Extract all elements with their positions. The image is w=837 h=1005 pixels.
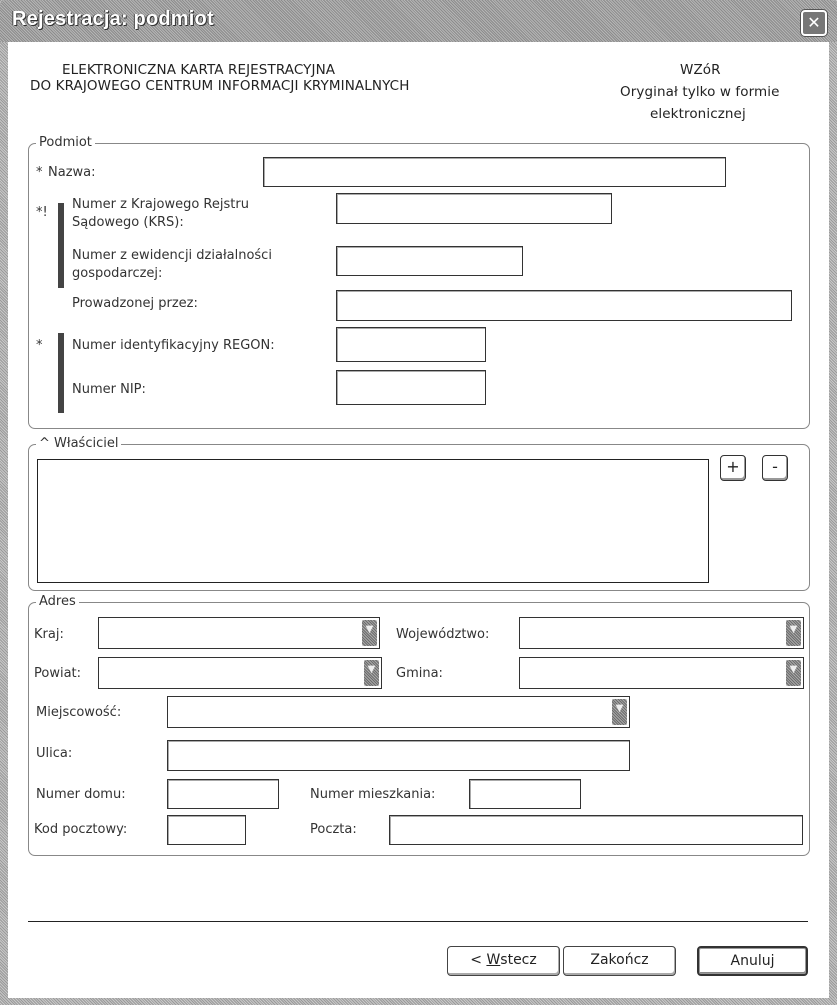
remove-owner-button[interactable]: - [762, 455, 788, 481]
nazwa-required-marker: * [36, 165, 43, 180]
footer-separator [28, 921, 808, 922]
regon-group-bar [58, 333, 64, 413]
gmina-label: Gmina: [396, 666, 443, 681]
powiat-select[interactable] [98, 657, 382, 689]
window-frame-bottom [0, 998, 837, 1005]
krs-group-bar [58, 203, 64, 288]
close-button[interactable] [801, 10, 827, 36]
finish-button[interactable]: Zakończ [563, 946, 676, 976]
add-owner-button[interactable]: + [720, 455, 746, 481]
kod-pocztowy-label: Kod pocztowy: [34, 822, 128, 837]
chevron-down-icon[interactable]: ▼ [364, 660, 379, 686]
back-button-rest: stecz [500, 952, 537, 968]
krs-group-marker: *! [36, 205, 48, 220]
powiat-label: Powiat: [34, 666, 82, 681]
header-original-note-2: elektronicznej [650, 106, 746, 122]
close-icon: ✕ [807, 13, 821, 32]
nip-label: Numer NIP: [72, 382, 146, 397]
numer-domu-label: Numer domu: [36, 787, 126, 802]
chevron-down-icon[interactable]: ▼ [786, 660, 801, 686]
ewidencja-label-1: Numer z ewidencji działalności [72, 248, 272, 263]
window-title: Rejestracja: podmiot [12, 8, 214, 30]
poczta-label: Poczta: [310, 822, 357, 837]
chevron-down-icon[interactable]: ▼ [786, 620, 801, 646]
poczta-input[interactable] [389, 815, 803, 845]
krs-label-1: Numer z Krajowego Rejstru [72, 197, 249, 212]
ewidencja-input[interactable] [336, 246, 523, 276]
prowadzonej-input[interactable] [336, 290, 792, 321]
chevron-down-icon[interactable]: ▼ [612, 699, 627, 725]
wlasciciel-legend: ^ Właściciel [36, 436, 121, 451]
regon-input[interactable] [336, 327, 486, 362]
ulica-label: Ulica: [36, 746, 73, 761]
wojewodztwo-select[interactable] [519, 617, 804, 649]
chevron-down-icon[interactable]: ▼ [362, 620, 377, 646]
prowadzonej-label: Prowadzonej przez: [72, 296, 198, 311]
title-bar[interactable] [0, 0, 837, 42]
kraj-label: Kraj: [34, 627, 64, 642]
wojewodztwo-label: Województwo: [396, 627, 490, 642]
cancel-button[interactable]: Anuluj [697, 946, 808, 976]
window-frame-left [0, 0, 8, 1005]
kraj-select[interactable] [98, 617, 380, 649]
krs-input[interactable] [336, 193, 612, 224]
podmiot-legend: Podmiot [36, 135, 95, 150]
miejscowosc-select[interactable] [167, 696, 630, 728]
nip-input[interactable] [336, 370, 486, 405]
nazwa-input[interactable] [263, 157, 726, 187]
gmina-select[interactable] [519, 657, 804, 689]
adres-legend: Adres [36, 594, 79, 609]
header-original-note-1: Oryginał tylko w formie [620, 84, 780, 100]
regon-label: Numer identyfikacyjny REGON: [72, 338, 275, 353]
header-title-line2: DO KRAJOWEGO CENTRUM INFORMACJI KRYMINALNYCH [30, 78, 410, 94]
kod-pocztowy-input[interactable] [167, 815, 246, 845]
ewidencja-label-2: gospodarczej: [72, 266, 163, 281]
nazwa-label: Nazwa: [48, 165, 96, 180]
back-button-prefix: < [470, 952, 487, 968]
back-button[interactable] [447, 946, 560, 976]
numer-mieszkania-input[interactable] [469, 779, 581, 809]
back-button-mnemonic: W [486, 952, 501, 968]
ulica-input[interactable] [167, 740, 630, 771]
miejscowosc-label: Miejscowość: [36, 705, 122, 720]
numer-mieszkania-label: Numer mieszkania: [310, 787, 436, 802]
numer-domu-input[interactable] [167, 779, 279, 809]
header-title-line1: ELEKTRONICZNA KARTA REJESTRACYJNA [62, 62, 336, 78]
wlasciciel-list[interactable] [37, 459, 709, 583]
header-wzor: WZóR [680, 62, 721, 78]
regon-group-marker: * [36, 338, 43, 353]
window-frame-right [829, 0, 837, 1005]
krs-label-2: Sądowego (KRS): [72, 215, 184, 230]
